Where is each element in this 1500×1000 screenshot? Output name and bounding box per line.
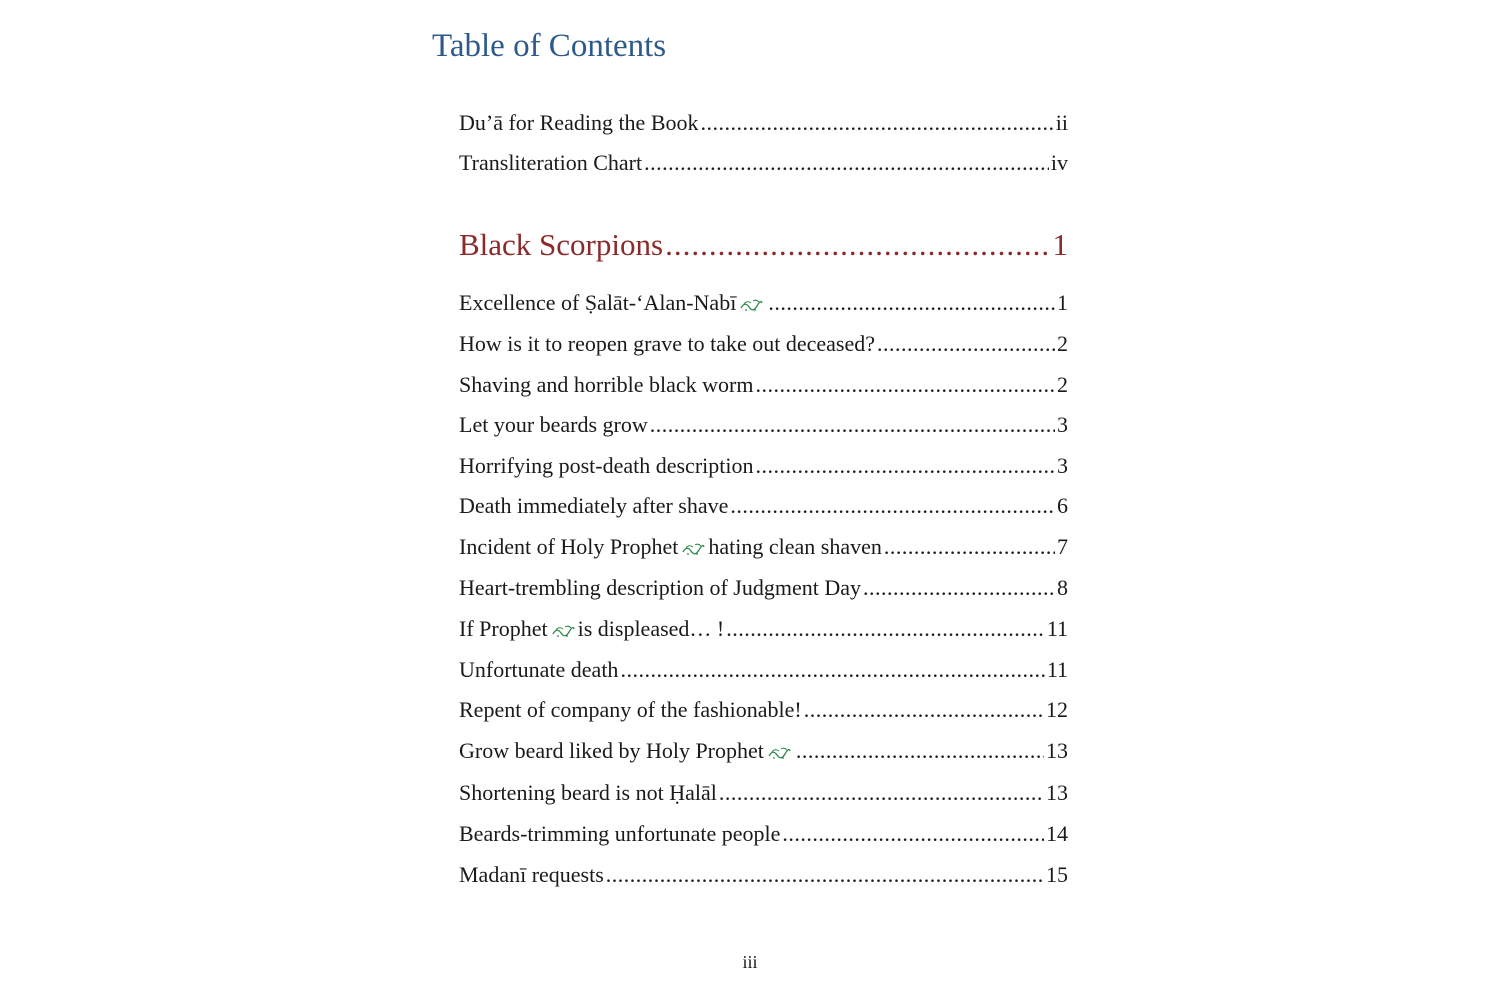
toc-entry-title: Grow beard liked by Holy Prophet [459, 736, 794, 766]
toc-entry-page: 14 [1046, 821, 1068, 846]
toc-entry-page: 11 [1046, 616, 1068, 641]
dot-leader [644, 148, 1049, 178]
toc-entry-page: 13 [1046, 738, 1068, 763]
dot-leader [620, 655, 1044, 685]
toc-entry-title: Shaving and horrible black worm [459, 372, 754, 397]
dot-leader [863, 573, 1055, 603]
dot-leader [768, 288, 1055, 318]
toc-entry[interactable] [459, 819, 1068, 849]
dot-leader [782, 819, 1044, 849]
toc-entry[interactable] [459, 655, 1068, 685]
toc-entry-title: Shortening beard is not Ḥalāl [459, 780, 717, 805]
toc-entry-page: iv [1050, 150, 1068, 175]
dot-leader [756, 451, 1056, 481]
honorific-calligraphy-icon [551, 624, 575, 638]
toc-entry[interactable] [459, 736, 1068, 766]
dot-leader [719, 778, 1044, 808]
dot-leader [877, 329, 1055, 359]
toc-entry-page: ii [1055, 110, 1068, 135]
honorific-calligraphy-icon [767, 746, 791, 760]
toc-entry-title: Heart-trembling description of Judgment Day [459, 575, 862, 600]
toc-entry-page: 7 [1057, 534, 1068, 559]
dot-leader [726, 614, 1045, 644]
honorific-calligraphy-icon [739, 298, 763, 312]
toc-entry-title: Repent of company of the fashionable! [459, 697, 802, 722]
toc-chapter-black-scorpions[interactable] [459, 225, 1068, 265]
toc-entry-title: If Prophet is displeased… ! [459, 616, 725, 641]
toc-entry-page: 1 [1057, 290, 1068, 315]
toc-entry-dua[interactable] [459, 108, 1068, 138]
toc-entry-title: Madanī requests [459, 862, 604, 887]
toc-entry[interactable] [459, 451, 1068, 481]
dot-leader [701, 108, 1054, 138]
chapter-title: Black Scorpions [459, 227, 664, 262]
dot-leader [665, 225, 1050, 265]
page-title: Table of Contents [432, 28, 667, 64]
dot-leader [730, 491, 1055, 521]
toc-entry[interactable] [459, 573, 1068, 603]
toc-entry-title: Unfortunate death [459, 657, 619, 682]
page-number: iii [742, 952, 758, 972]
dot-leader [804, 695, 1044, 725]
toc-entry-title: Incident of Holy Prophet hating clean shaven [459, 534, 882, 559]
toc-entry-page: 2 [1057, 372, 1068, 397]
dot-leader [756, 370, 1056, 400]
toc-entry-page: 12 [1046, 697, 1068, 722]
dot-leader [606, 860, 1044, 890]
dot-leader [796, 736, 1044, 766]
honorific-calligraphy-icon [681, 542, 705, 556]
toc-entry-page: 15 [1046, 862, 1068, 887]
toc-entry-page: 2 [1057, 331, 1068, 356]
toc-entry-title: Let your beards grow [459, 412, 648, 437]
toc-entry-page: 13 [1046, 780, 1068, 805]
toc-entry-title: How is it to reopen grave to take out deceased? [459, 331, 876, 356]
toc-entry-title: Du’ā for Reading the Book [459, 110, 699, 135]
toc-entry[interactable] [459, 695, 1068, 725]
toc-entry-page: 3 [1057, 412, 1068, 437]
dot-leader [884, 532, 1055, 562]
toc-entry[interactable] [459, 614, 1068, 644]
toc-entry-page: 3 [1057, 453, 1068, 478]
toc-entry[interactable] [459, 532, 1068, 562]
dot-leader [650, 410, 1055, 440]
toc-entry[interactable] [459, 778, 1068, 808]
toc-entry-title: Beards-trimming unfortunate people [459, 821, 781, 846]
toc-entry[interactable] [459, 410, 1068, 440]
toc-entry-title: Death immediately after shave [459, 493, 729, 518]
toc-entry-page: 6 [1057, 493, 1068, 518]
toc-entry[interactable] [459, 329, 1068, 359]
toc-entry[interactable] [459, 860, 1068, 890]
toc-entry[interactable] [459, 288, 1068, 318]
toc-entry-page: 8 [1057, 575, 1068, 600]
toc-entry[interactable] [459, 491, 1068, 521]
toc-entry-title: Horrifying post-death description [459, 453, 754, 478]
toc-entry[interactable] [459, 370, 1068, 400]
toc-entry-title: Transliteration Chart [459, 150, 643, 175]
toc-entry-page: 11 [1046, 657, 1068, 682]
chapter-page: 1 [1052, 227, 1068, 262]
toc-entry-transliteration[interactable] [459, 148, 1068, 178]
toc-entry-title: Excellence of Ṣalāt-‘Alan-Nabī [459, 288, 766, 318]
